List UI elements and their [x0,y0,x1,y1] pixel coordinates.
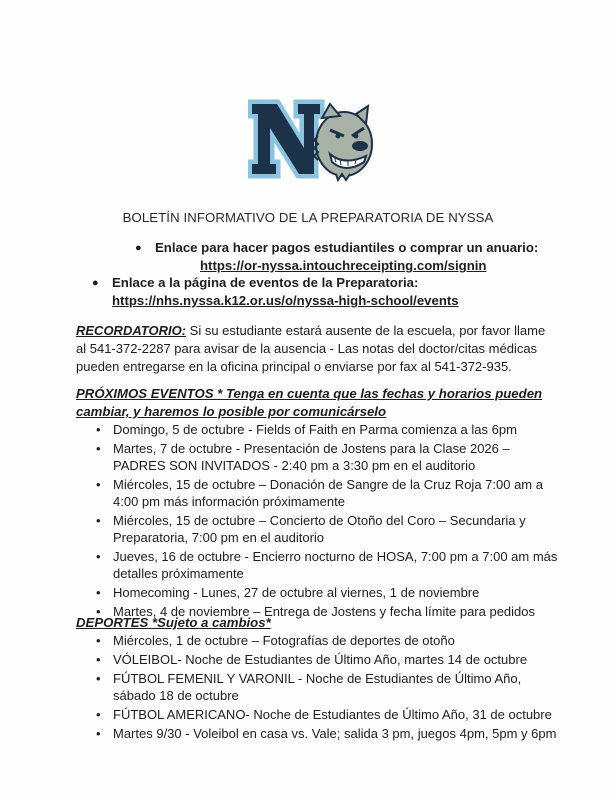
list-item: • Jueves, 16 de octubre - Encierro nocturno de HOSA, 7:00 pm a 7:00 am más detalles próximamente [96,548,558,582]
list-item: • Miércoles, 15 de octubre – Donación de Sangre de la Cruz Roja 7:00 am a 4:00 pm más información próximamente [96,476,558,510]
reminder-paragraph [76,322,556,376]
upcoming-events-heading: PRÓXIMOS EVENTOS * Tenga en cuenta que las fechas y horarios pueden cambiar, y haremos lo posible por comunicárselo [76,386,543,419]
list-item: • Martes, 7 de octubre - Presentación de Jostens para la Clase 2026 – PADRES SON INVITADOS - 2:40 pm a 3:30 pm en el auditorio [96,440,558,474]
school-logo [248,96,376,182]
events-page-link[interactable]: https://nhs.nyssa.k12.or.us/o/nyssa-high-school/events [112,293,459,308]
bullet-icon: ● [92,277,99,289]
list-item: • Homecoming - Lunes, 27 de octubre al viernes, 1 de noviembre [96,584,558,601]
bullet-icon: ● [135,242,142,254]
bulldog-n-logo-icon [248,96,376,182]
newsletter-title: BOLETÍN INFORMATIVO DE LA PREPARATORIA DE NYSSA [122,210,494,225]
list-item: • FÚTBOL FEMENIL Y VARONIL - Noche de Estudiantes de Último Año, sábado 18 de octubre [96,670,558,704]
reminder-label: RECORDATORIO: [76,323,187,338]
list-item: • Domingo, 5 de octubre - Fields of Faith en Parma comienza a las 6pm [96,421,558,438]
events-link-block [92,274,552,310]
list-item: • VÓLEIBOL- Noche de Estudiantes de Último Año, martes 14 de octubre [96,651,558,668]
sports-list [96,632,558,744]
list-item: • Miércoles, 15 de octubre – Concierto de Otoño del Coro – Secundaria y Preparatoria, 7:00 pm en el auditorio [96,512,558,546]
list-item: • FÚTBOL AMERICANO- Noche de Estudiantes de Último Año, 31 de octubre [96,706,558,723]
list-item: • Martes 9/30 - Voleibol en casa vs. Vale; salida 3 pm, juegos 4pm, 5pm y 6pm [96,725,558,742]
list-item: • Miércoles, 1 de octubre – Fotografías de deportes de otoño [96,632,558,649]
payments-link-label: Enlace para hacer pagos estudiantiles o comprar un anuario: [155,240,539,255]
list-item: • Martes, 4 de noviembre – Entrega de Jostens y fecha límite para pedidos [96,603,558,620]
events-link-label: Enlace a la página de eventos de la Preparatoria: [112,275,419,290]
sports-heading: DEPORTES *Sujeto a cambios* [76,615,271,630]
upcoming-events-list [96,421,558,622]
payments-link[interactable]: https://or-nyssa.intouchreceipting.com/signin [200,258,487,273]
payments-link-block [135,239,595,275]
reminder-text: Si su estudiante estará ausente de la escuela, por favor llame al 541-372-2287 para avisar de la ausencia - Las notas del doctor/citas médicas pueden entregarse en la oficina principal o enviarse por fax al 541-372-935. [76,323,546,374]
